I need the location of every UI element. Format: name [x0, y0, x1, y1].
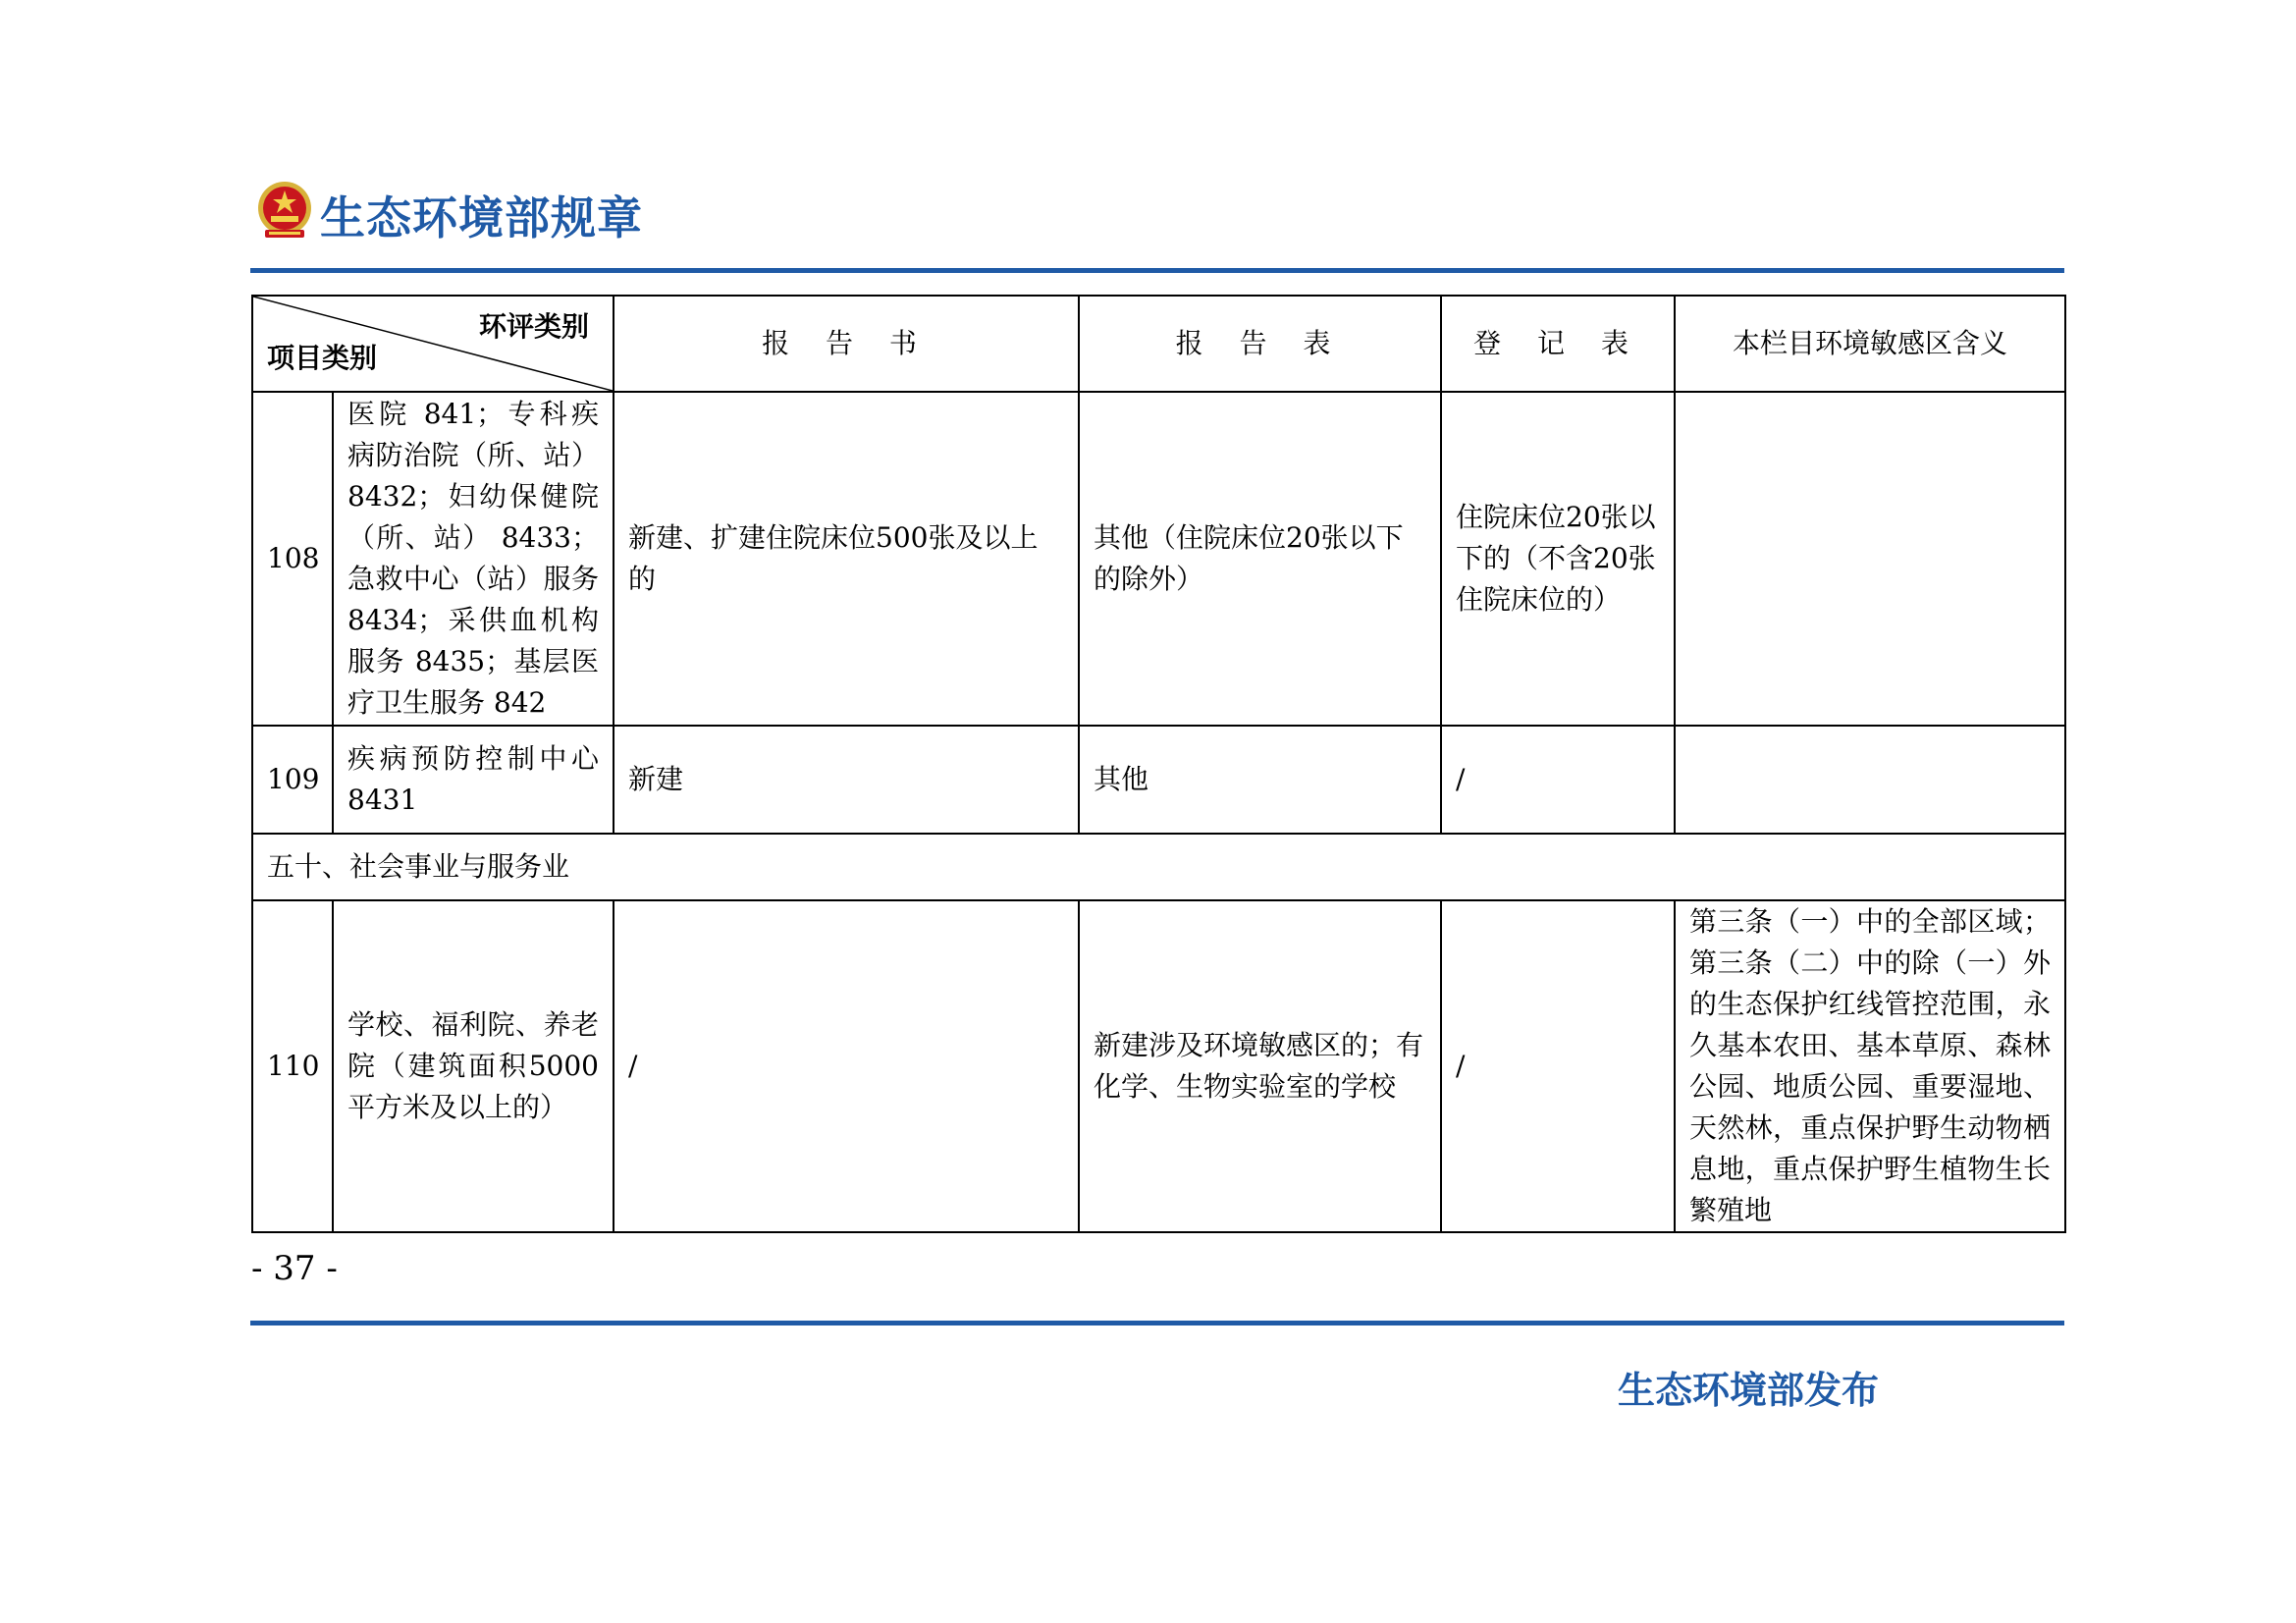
- header-project-category: 项目类别: [267, 342, 378, 374]
- row-number: 110: [252, 900, 333, 1232]
- report-form-cell: 其他（住院床位20张以下的除外）: [1079, 392, 1441, 726]
- eia-classification-table: [251, 295, 2066, 1233]
- table-row: [252, 392, 2065, 726]
- sensitive-area-cell: 第三条（一）中的全部区域；第三条（二）中的除（一）外的生态保护红线管控范围，永久基本农田、基本草原、森林公园、地质公园、重要湿地、天然林，重点保护野生动物栖息地，重点保护野生植物生长繁殖地: [1675, 900, 2065, 1232]
- header-report-book: 报 告 书: [614, 296, 1079, 392]
- page-number: - 37 -: [251, 1249, 338, 1288]
- header-eia-category: 环评类别: [478, 310, 589, 343]
- report-book-cell: /: [614, 900, 1079, 1232]
- project-category: 疾病预防控制中心 8431: [333, 726, 614, 834]
- header-registration: 登 记 表: [1441, 296, 1675, 392]
- header-report-form: 报 告 表: [1079, 296, 1441, 392]
- footer-publisher: 生态环境部发布: [1618, 1369, 1880, 1412]
- footer-divider: [250, 1321, 2064, 1325]
- table-row: [252, 900, 2065, 1232]
- row-number: 109: [252, 726, 333, 834]
- registration-cell: /: [1441, 726, 1675, 834]
- table-row: [252, 726, 2065, 834]
- report-form-cell: 其他: [1079, 726, 1441, 834]
- section-row: [252, 834, 2065, 900]
- header-divider: [250, 268, 2064, 273]
- page-header-title: 生态环境部规章: [320, 191, 643, 244]
- project-category: 医院 841；专科疾病防治院（所、站）8432；妇幼保健院（所、站） 8433；急救中心（站）服务 8434；采供血机构服务 8435；基层医疗卫生服务 842: [333, 392, 614, 726]
- report-book-cell: 新建、扩建住院床位500张及以上的: [614, 392, 1079, 726]
- registration-cell: /: [1441, 900, 1675, 1232]
- section-title: 五十、社会事业与服务业: [252, 834, 2065, 900]
- diagonal-header-cell: [252, 296, 614, 392]
- sensitive-area-cell: [1675, 392, 2065, 726]
- row-number: 108: [252, 392, 333, 726]
- project-category: 学校、福利院、养老院（建筑面积5000平方米及以上的）: [333, 900, 614, 1232]
- sensitive-area-cell: [1675, 726, 2065, 834]
- report-form-cell: 新建涉及环境敏感区的；有化学、生物实验室的学校: [1079, 900, 1441, 1232]
- registration-cell: 住院床位20张以下的（不含20张住院床位的）: [1441, 392, 1675, 726]
- table-header-row: [252, 296, 2065, 392]
- national-emblem-icon: [253, 179, 316, 242]
- header-sensitive-area: 本栏目环境敏感区含义: [1675, 296, 2065, 392]
- report-book-cell: 新建: [614, 726, 1079, 834]
